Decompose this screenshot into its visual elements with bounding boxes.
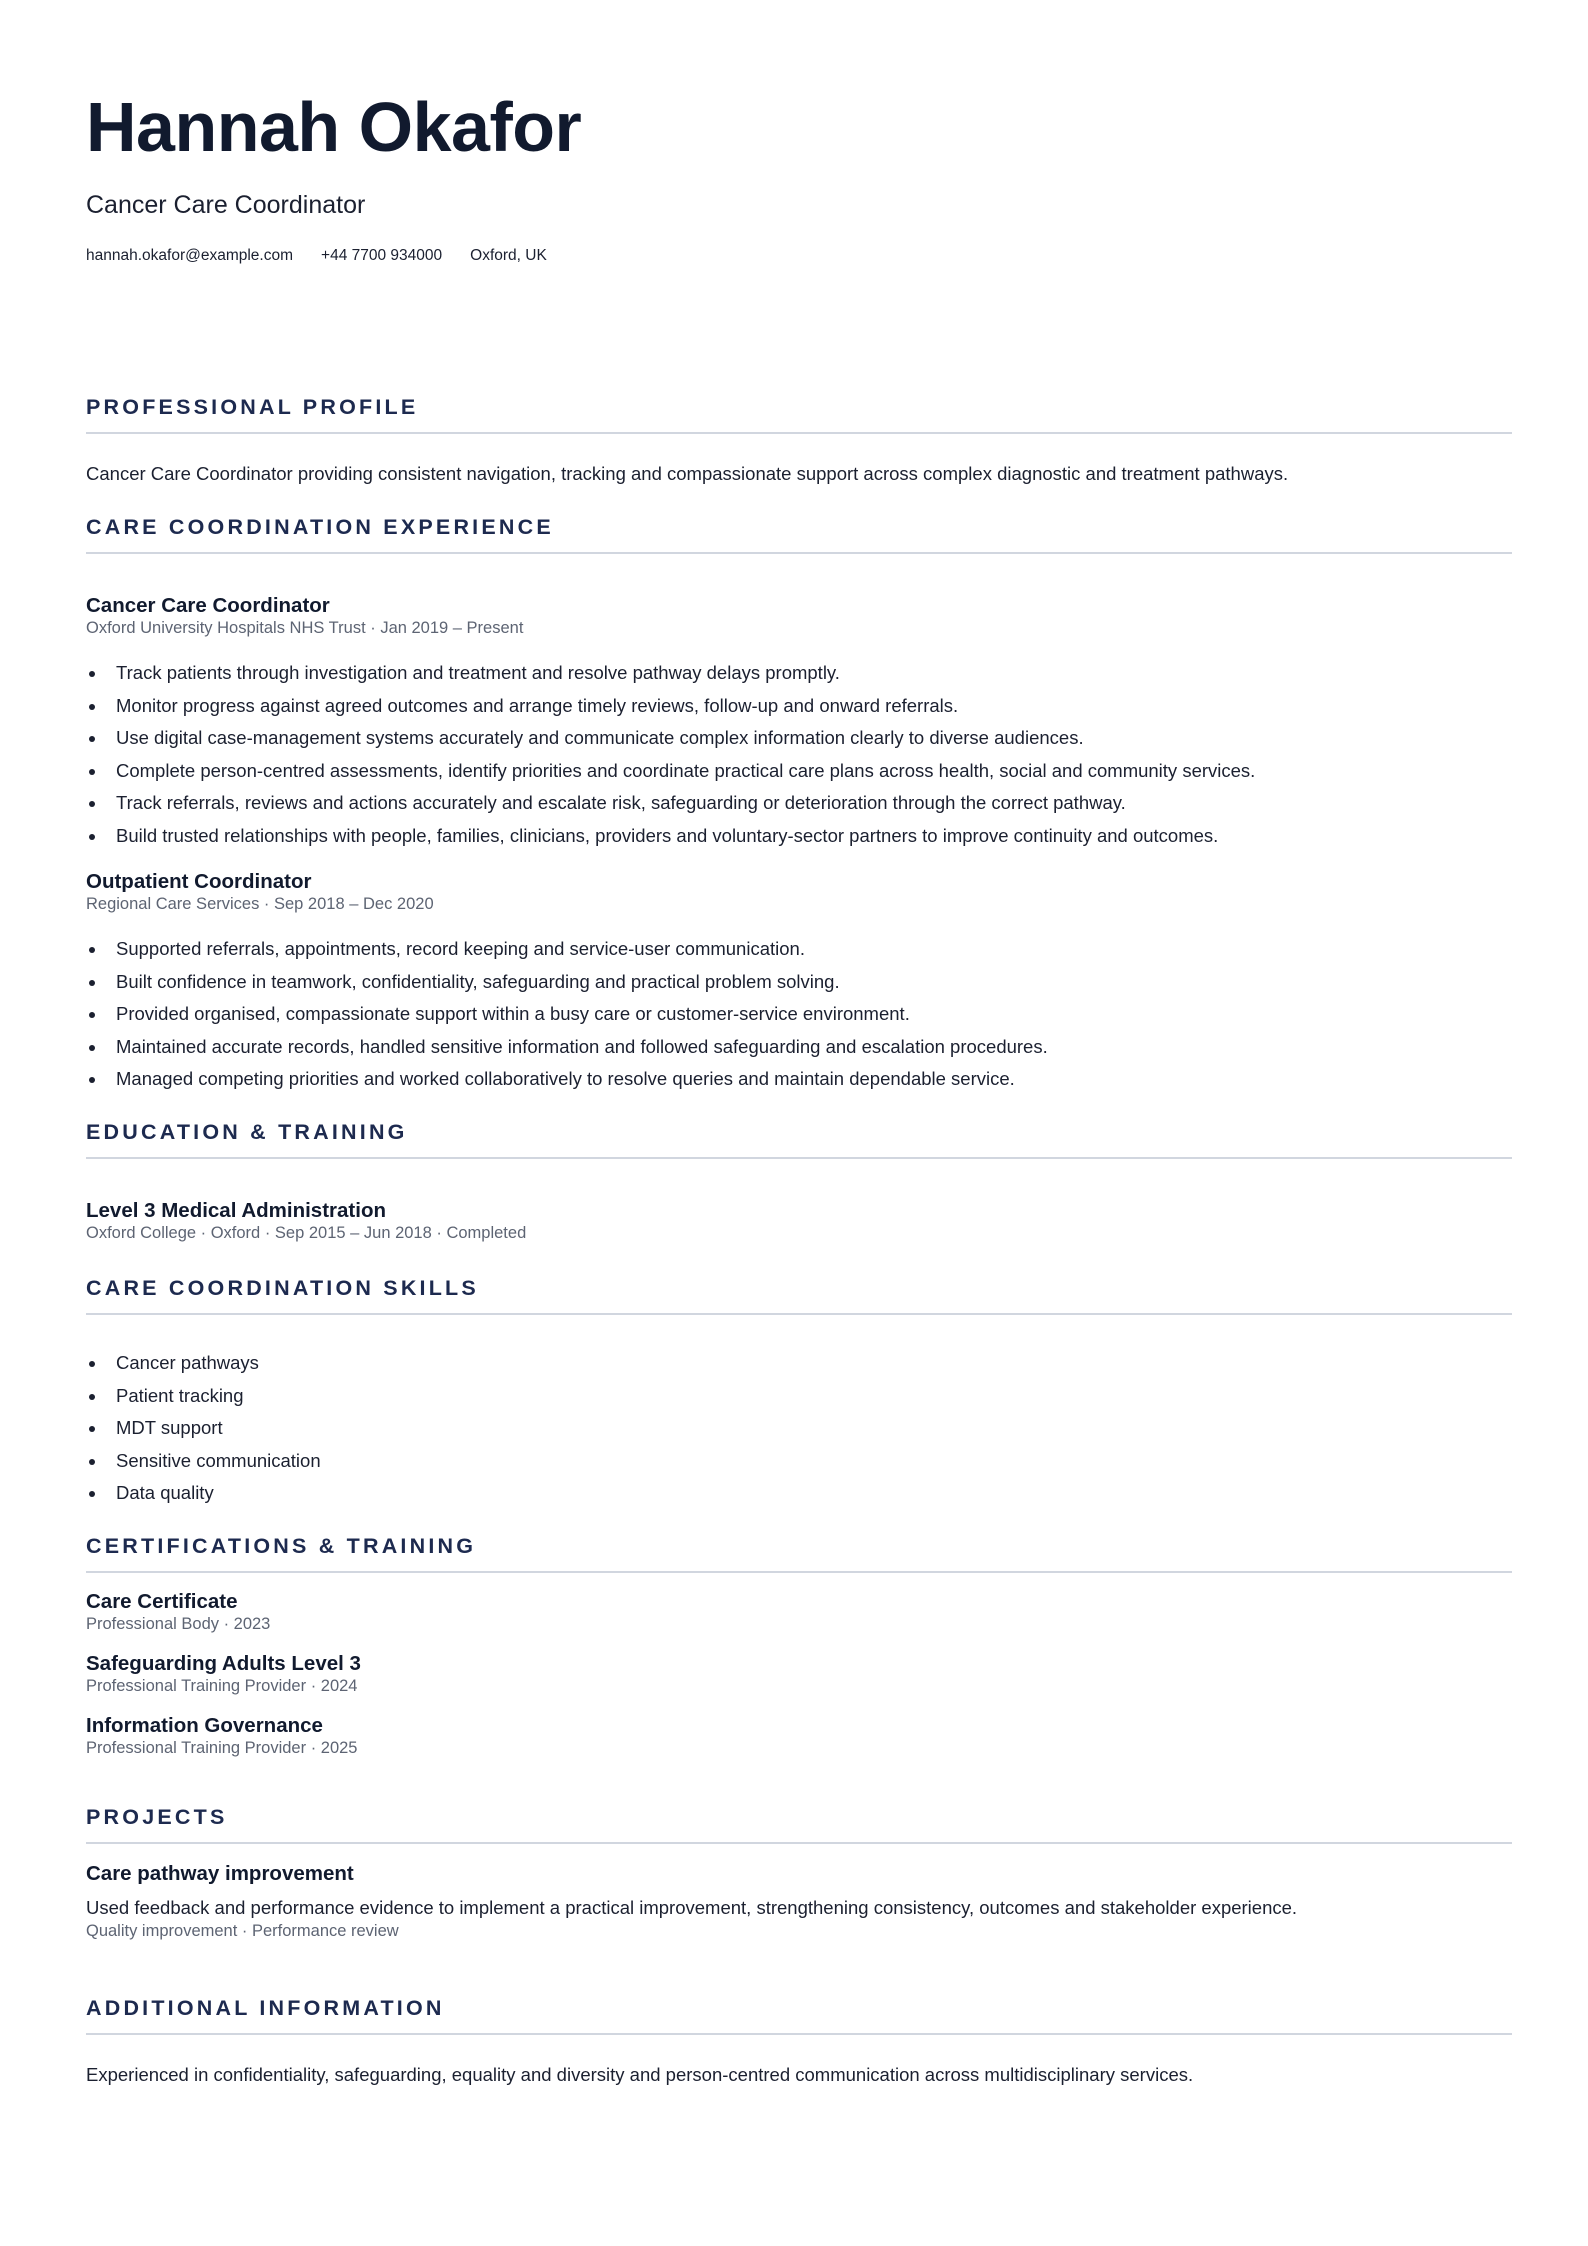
candidate-name: Hannah Okafor [86, 88, 582, 166]
section-heading-experience: CARE COORDINATION EXPERIENCE [86, 515, 554, 539]
education-meta: Oxford College · Oxford · Sep 2015 – Jun 2018 · Completed [86, 1224, 527, 1242]
section-heading-additional: ADDITIONAL INFORMATION [86, 1996, 445, 2020]
certification-meta: Professional Training Provider · 2025 [86, 1739, 358, 1757]
list-item: Provided organised, compassionate support within a busy care or customer-service environment. [86, 998, 1048, 1031]
project-meta: Quality improvement · Performance review [86, 1922, 399, 1940]
contact-line [86, 247, 575, 265]
certification-title: Safeguarding Adults Level 3 [86, 1652, 361, 1675]
list-item: Maintained accurate records, handled sensitive information and followed safeguarding and escalation procedures. [86, 1031, 1048, 1064]
skills-list [86, 1347, 321, 1510]
education-title: Level 3 Medical Administration [86, 1199, 386, 1222]
skill-item: MDT support [86, 1412, 321, 1445]
list-item: Managed competing priorities and worked collaboratively to resolve queries and maintain dependable service. [86, 1063, 1048, 1096]
section-heading-projects: PROJECTS [86, 1805, 228, 1829]
section-divider [86, 1571, 1512, 1573]
section-divider [86, 432, 1512, 434]
list-item: Build trusted relationships with people, families, clinicians, providers and voluntary-sector partners to improve continuity and outcomes. [86, 820, 1255, 853]
job-title: Outpatient Coordinator [86, 870, 312, 893]
certification-meta: Professional Training Provider · 2024 [86, 1677, 358, 1695]
section-heading-skills: CARE COORDINATION SKILLS [86, 1276, 479, 1300]
section-divider [86, 2033, 1512, 2035]
job-title: Cancer Care Coordinator [86, 594, 330, 617]
certification-title: Information Governance [86, 1714, 323, 1737]
skill-item: Data quality [86, 1477, 321, 1510]
list-item: Use digital case-management systems accurately and communicate complex information clearly to diverse audiences. [86, 722, 1255, 755]
section-divider [86, 1157, 1512, 1159]
additional-text: Experienced in confidentiality, safeguarding, equality and diversity and person-centred communication across multidisciplinary services. [86, 2064, 1194, 2085]
job-bullets [86, 657, 1255, 852]
contact-phone: +44 7700 934000 [321, 247, 443, 264]
skill-item: Sensitive communication [86, 1445, 321, 1478]
skill-item: Patient tracking [86, 1380, 321, 1413]
job-bullets [86, 933, 1048, 1096]
section-divider [86, 552, 1512, 554]
list-item: Track referrals, reviews and actions accurately and escalate risk, safeguarding or deterioration through the correct pathway. [86, 787, 1255, 820]
section-divider [86, 1313, 1512, 1315]
section-heading-education: EDUCATION & TRAINING [86, 1120, 408, 1144]
project-description: Used feedback and performance evidence to implement a practical improvement, strengthening consistency, outcomes and stakeholder experience. [86, 1897, 1298, 1918]
certification-meta: Professional Body · 2023 [86, 1615, 271, 1633]
section-heading-certifications: CERTIFICATIONS & TRAINING [86, 1534, 477, 1558]
job-meta: Oxford University Hospitals NHS Trust · Jan 2019 – Present [86, 619, 524, 637]
certification-title: Care Certificate [86, 1590, 238, 1613]
section-heading-profile: PROFESSIONAL PROFILE [86, 395, 419, 419]
section-divider [86, 1842, 1512, 1844]
contact-location: Oxford, UK [470, 247, 547, 264]
list-item: Built confidence in teamwork, confidentiality, safeguarding and practical problem solving. [86, 966, 1048, 999]
list-item: Monitor progress against agreed outcomes and arrange timely reviews, follow-up and onward referrals. [86, 690, 1255, 723]
project-title: Care pathway improvement [86, 1862, 354, 1885]
list-item: Supported referrals, appointments, record keeping and service-user communication. [86, 933, 1048, 966]
list-item: Complete person-centred assessments, identify priorities and coordinate practical care plans across health, social and community services. [86, 755, 1255, 788]
candidate-title: Cancer Care Coordinator [86, 191, 366, 219]
contact-email: hannah.okafor@example.com [86, 247, 294, 264]
job-meta: Regional Care Services · Sep 2018 – Dec 2020 [86, 895, 434, 913]
skill-item: Cancer pathways [86, 1347, 321, 1380]
profile-summary: Cancer Care Coordinator providing consistent navigation, tracking and compassionate support across complex diagnostic and treatment pathways. [86, 463, 1289, 484]
list-item: Track patients through investigation and treatment and resolve pathway delays promptly. [86, 657, 1255, 690]
